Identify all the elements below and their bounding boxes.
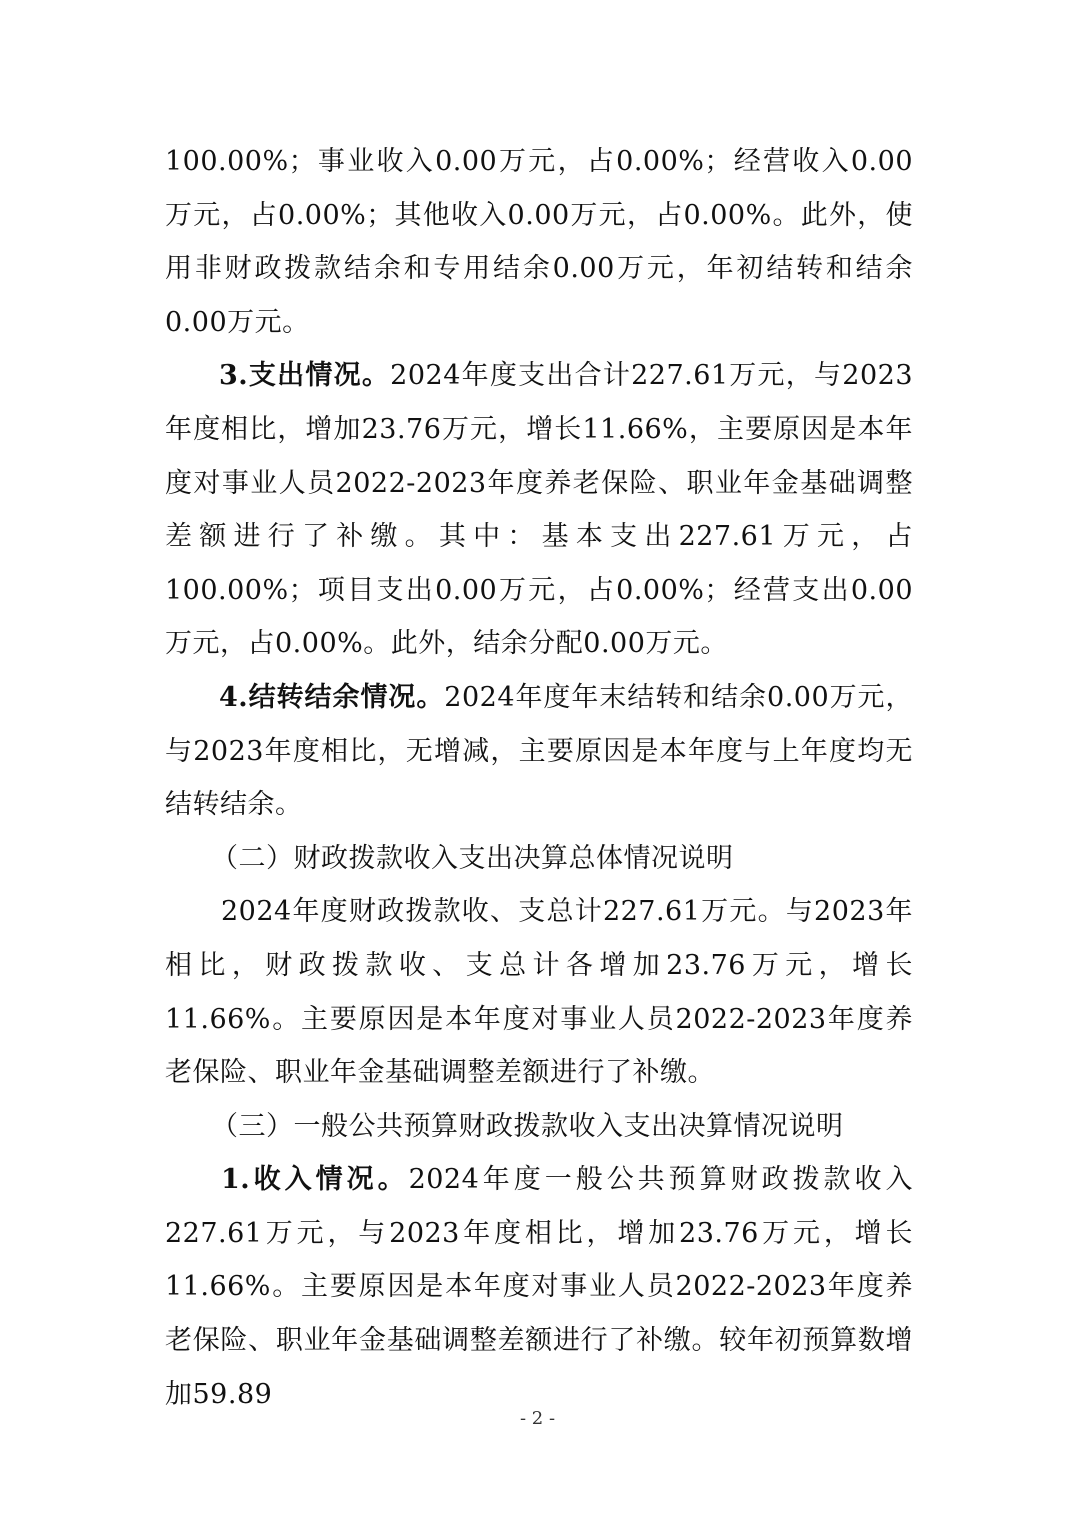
section-title-text: （二）财政拨款收入支出决算总体情况说明 <box>211 842 734 874</box>
income-heading: 1.收入情况。 <box>221 1164 409 1196</box>
document-body <box>165 135 913 1421</box>
page-number: - 2 - <box>519 1408 556 1429</box>
carryover-paragraph <box>165 671 913 832</box>
income-continued-paragraph <box>165 135 913 349</box>
section-title-text: （三）一般公共预算财政拨款收入支出决算情况说明 <box>211 1110 844 1142</box>
paragraph-text: 100.00%；事业收入0.00万元，占0.00%；经营收入0.00万元，占0.00%；其他收入0.00万元，占0.00%。此外，使用非财政拨款结余和专用结余0.00万元，年初结转和结余0.00万元。 <box>165 146 913 338</box>
paragraph-text: 2024年度年末结转和结余0.00万元，与2023年度相比，无增减，主要原因是本年度与上年度均无结转结余。 <box>165 681 913 821</box>
expenditure-heading: 3.支出情况。 <box>219 360 391 392</box>
section-3-title <box>165 1100 913 1154</box>
paragraph-text: 2024年度财政拨款收、支总计227.61万元。与2023年相比，财政拨款收、支总计各增加23.76万元，增长11.66%。主要原因是本年度对事业人员2022-2023年度养老保险、职业年金基础调整差额进行了补缴。 <box>165 896 913 1089</box>
paragraph-text: 2024年度一般公共预算财政拨款收入227.61万元，与2023年度相比，增加23.76万元，增长11.66%。主要原因是本年度对事业人员2022-2023年度养老保险、职业年金基础调整差额进行了补缴。较年初预算数增加59.89 <box>165 1164 914 1410</box>
section-2-body-paragraph <box>165 885 913 1099</box>
section-3-income-paragraph <box>165 1153 913 1421</box>
paragraph-text: 2024年度支出合计227.61万元，与2023年度相比，增加23.76万元，增长11.66%，主要原因是本年度对事业人员2022-2023年度养老保险、职业年金基础调整差额进行了补缴。其中：基本支出227.61万元，占100.00%；项目支出0.00万元，占0.00%；经营支出0.00万元，占0.00%。此外，结余分配0.00万元。 <box>165 360 913 660</box>
carryover-heading: 4.结转结余情况。 <box>219 681 445 713</box>
section-2-title <box>165 832 913 886</box>
expenditure-paragraph <box>165 349 913 671</box>
